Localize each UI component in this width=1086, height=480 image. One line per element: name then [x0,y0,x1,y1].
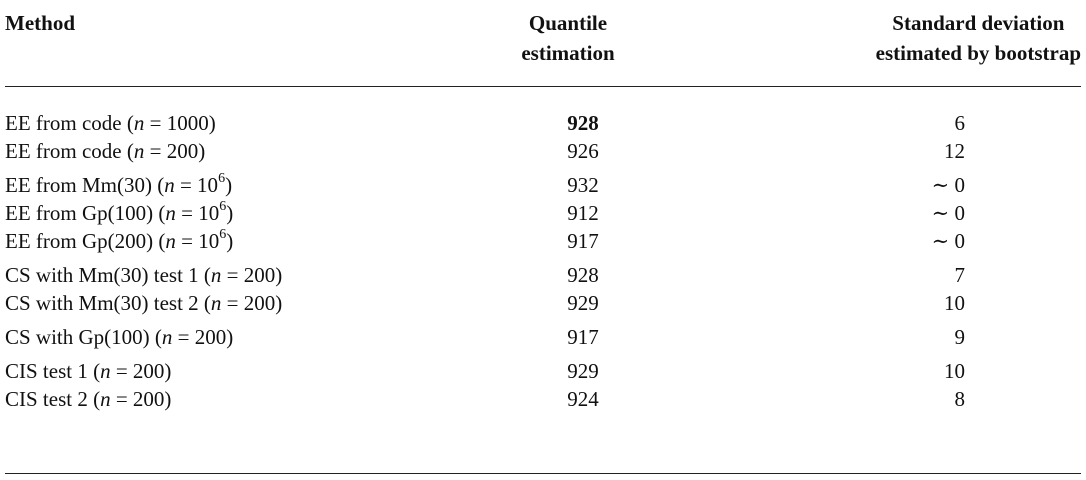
method-cell: CS with Gp(100) (n = 200) [5,325,234,349]
method-cell: EE from code (n = 1000) [5,111,216,135]
header-std-line2: estimated by bootstrap [875,41,1081,65]
std-cell: 7 [954,263,965,287]
bottom-rule [5,473,1081,474]
table-row [5,322,1081,352]
header-quantile-line2: estimation [521,41,615,65]
method-cell: CIS test 2 (n = 200) [5,387,172,411]
std-cell: 9 [954,325,965,349]
table-row [5,288,1081,318]
table-row [5,198,1081,228]
table-row [5,136,1081,166]
method-cell: EE from Gp(200) $(n = 10^6)$ [5,227,234,253]
quantile-cell: 928 [567,111,599,135]
quantile-cell: 917 [567,325,599,349]
header-rule [5,86,1081,87]
quantile-cell: 926 [567,139,599,163]
method-cell: EE from Mm(30) $(n = 10^6)$ [5,171,233,197]
table-row [5,260,1081,290]
table-row [5,226,1081,256]
std-cell: 6 [954,111,965,135]
header-quantile-line1: Quantile [528,11,608,35]
header-std-line1: Standard deviation [892,11,1065,35]
method-cell: EE from code (n = 200) [5,139,206,163]
std-cell: 10 [944,359,965,383]
header-quantile [493,8,643,68]
header-method: Method [5,11,75,35]
quantile-cell: 917 [567,229,599,253]
quantile-cell: 912 [567,201,599,225]
method-cell: EE from Gp(100) $(n = 10^6)$ [5,199,234,225]
std-cell: 8 [954,387,965,411]
quantile-cell: 929 [567,291,599,315]
header-std [876,8,1081,68]
table-header [5,8,1081,78]
std-cell: 12 [944,139,965,163]
std-cell: ∼ 0 [931,229,965,253]
quantile-cell: 924 [567,387,599,411]
method-cell: CS with Mm(30) test 2 (n = 200) [5,291,283,315]
table-row [5,384,1081,414]
std-cell: 10 [944,291,965,315]
results-table [5,8,1081,411]
std-cell: ∼ 0 [931,173,965,197]
table-row [5,108,1081,138]
method-cell: CIS test 1 (n = 200) [5,359,172,383]
quantile-cell: 928 [567,263,599,287]
method-cell: CS with Mm(30) test 1 (n = 200) [5,263,283,287]
quantile-cell: 929 [567,359,599,383]
table-row [5,170,1081,200]
table-row [5,356,1081,386]
quantile-cell: 932 [567,173,599,197]
std-cell: ∼ 0 [931,201,965,225]
